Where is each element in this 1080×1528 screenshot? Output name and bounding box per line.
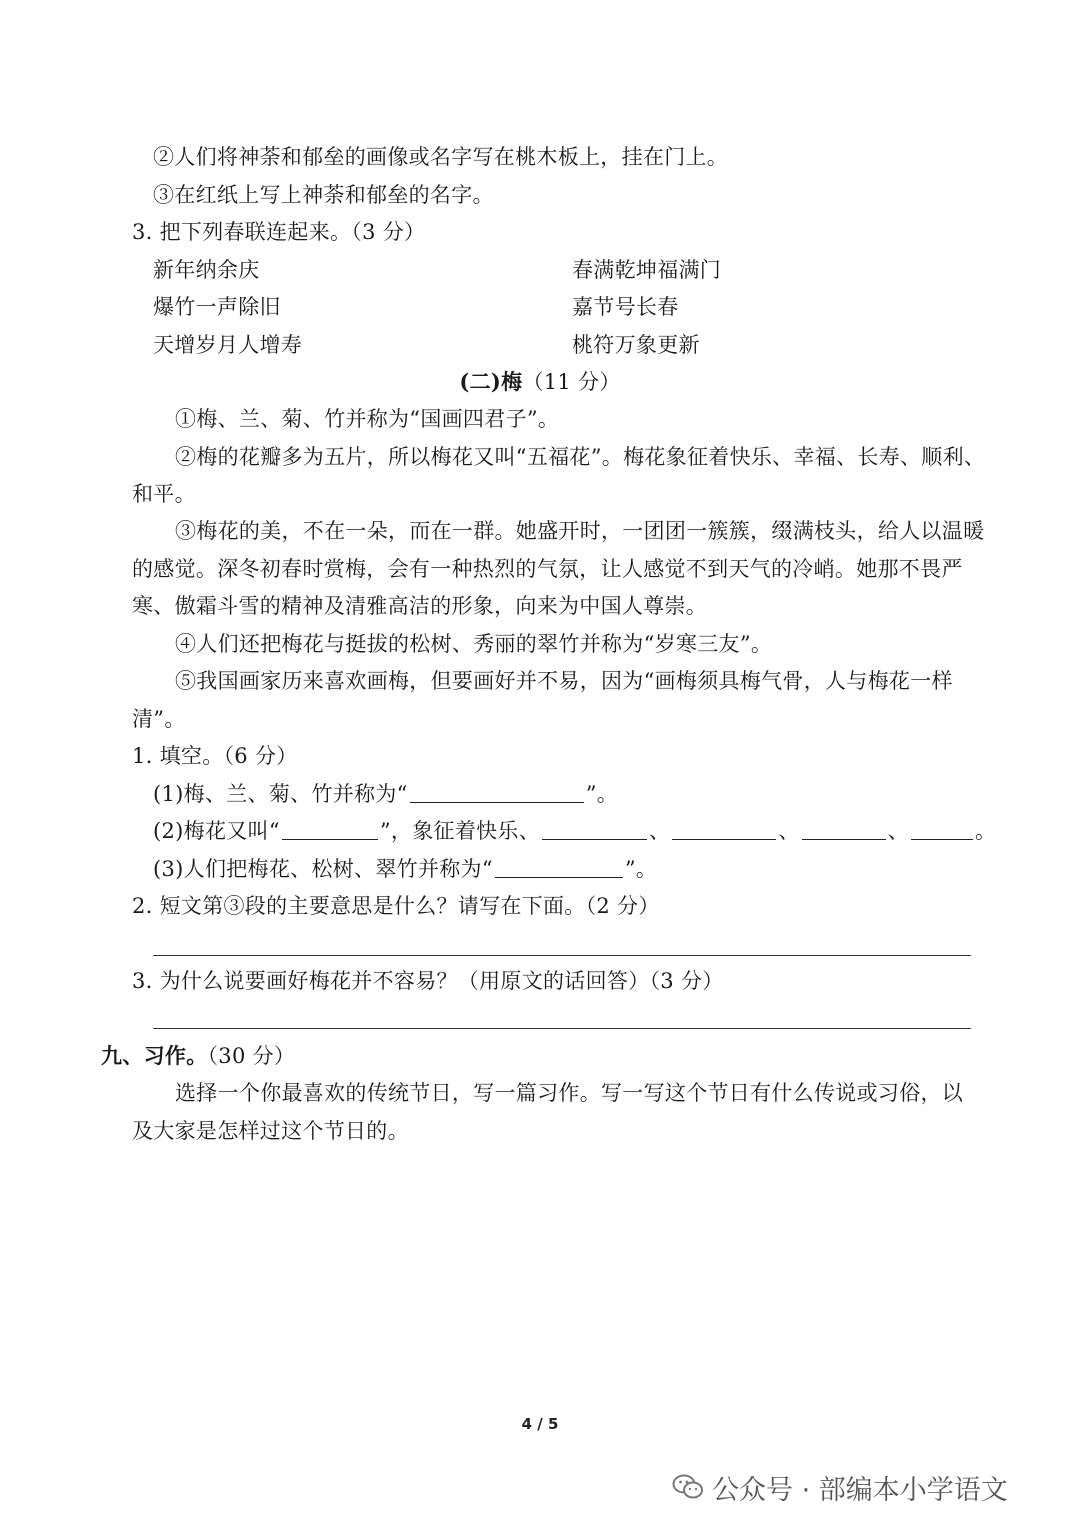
fill-item-2 bbox=[153, 817, 996, 845]
section-9-title: 九、习作。 bbox=[101, 1043, 208, 1068]
writing-prompt-line-1: 选择一个你最喜欢的传统节日，写一篇习作。写一写这个节日有什么传说或习俗，以 bbox=[175, 1081, 964, 1105]
passage-score: （11 分） bbox=[522, 370, 621, 394]
passage-title-text: (二)梅 bbox=[459, 369, 523, 394]
couplet-right-1: 春满乾坤福满门 bbox=[572, 258, 722, 282]
couplet-right-3: 桃符万象更新 bbox=[572, 333, 700, 357]
answer-line-q3[interactable] bbox=[153, 1028, 971, 1029]
passage-paragraph-3b: 的感觉。深冬初春时赏梅，会有一种热烈的气氛，让人感觉不到天气的冷峭。她那不畏严 bbox=[132, 557, 963, 581]
fill-item-1-text: (1)梅、兰、菊、竹并称为“ bbox=[153, 782, 408, 806]
fill-item-2-mid: ”，象征着快乐、 bbox=[379, 819, 541, 843]
section-9-score: （30 分） bbox=[207, 1044, 296, 1068]
separator-1: 、 bbox=[649, 819, 671, 843]
passage-paragraph-3a: ③梅花的美，不在一朵，而在一群。她盛开时，一团团一簇簇，缀满枝头，给人以温暖 bbox=[175, 519, 985, 543]
fill-item-2-text: (2)梅花又叫“ bbox=[153, 819, 280, 843]
fill-item-1-end: ”。 bbox=[585, 782, 619, 806]
answer-blank-4[interactable] bbox=[672, 819, 776, 840]
answer-blank-1[interactable] bbox=[410, 782, 584, 803]
answer-blank-2[interactable] bbox=[282, 819, 378, 840]
passage-paragraph-3c: 寒、傲霜斗雪的精神及清雅高洁的形象，向来为中国人尊崇。 bbox=[132, 594, 708, 618]
option-2: ②人们将神荼和郁垒的画像或名字写在桃木板上，挂在门上。 bbox=[153, 145, 729, 169]
passage-paragraph-1: ①梅、兰、菊、竹并称为“国画四君子”。 bbox=[175, 407, 560, 431]
answer-line-q2[interactable] bbox=[153, 955, 971, 956]
fill-item-1 bbox=[153, 780, 618, 808]
fill-item-3-text: (3)人们把梅花、松树、翠竹并称为“ bbox=[153, 857, 493, 881]
passage-paragraph-5b: 清”。 bbox=[132, 707, 186, 731]
couplet-left-1: 新年纳余庆 bbox=[153, 258, 260, 282]
passage-paragraph-2a: ②梅的花瓣多为五片，所以梅花又叫“五福花”。梅花象征着快乐、幸福、长寿、顺利、 bbox=[175, 445, 986, 469]
passage-paragraph-5a: ⑤我国画家历来喜欢画梅，但要画好并不易，因为“画梅须具梅气骨，人与梅花一样 bbox=[175, 669, 953, 693]
separator-3: 、 bbox=[887, 819, 909, 843]
answer-blank-5[interactable] bbox=[802, 819, 886, 840]
passage-title bbox=[0, 368, 1080, 396]
option-3: ③在红纸上写上神荼和郁垒的名字。 bbox=[153, 183, 494, 207]
passage-paragraph-2b: 和平。 bbox=[132, 482, 196, 506]
question-2-summary: 2. 短文第③段的主要意思是什么？请写在下面。（2 分） bbox=[132, 894, 660, 918]
answer-blank-7[interactable] bbox=[495, 857, 623, 878]
separator-2: 、 bbox=[778, 819, 800, 843]
question-3-reason: 3. 为什么说要画好梅花并不容易？（用原文的话回答）（3 分） bbox=[132, 969, 724, 993]
fill-item-3 bbox=[153, 855, 657, 883]
fill-item-3-end: ”。 bbox=[624, 857, 658, 881]
writing-prompt-line-2: 及大家是怎样过这个节日的。 bbox=[132, 1119, 409, 1143]
fill-item-2-end: 。 bbox=[974, 819, 997, 843]
question-3-couplets: 3. 把下列春联连起来。（3 分） bbox=[132, 220, 426, 244]
wechat-icon bbox=[672, 1473, 704, 1501]
couplet-right-2: 嘉节号长春 bbox=[572, 295, 679, 319]
couplet-left-3: 天增岁月人增寿 bbox=[153, 333, 303, 357]
watermark-text: 公众号 · 部编本小学语文 bbox=[712, 1474, 1008, 1506]
section-9-heading bbox=[101, 1042, 295, 1070]
answer-blank-3[interactable] bbox=[542, 819, 647, 840]
page-number: 4 / 5 bbox=[521, 1415, 559, 1433]
question-1-fill: 1. 填空。（6 分） bbox=[132, 744, 298, 768]
answer-blank-6[interactable] bbox=[911, 819, 973, 840]
couplet-left-2: 爆竹一声除旧 bbox=[153, 295, 281, 319]
passage-paragraph-4: ④人们还把梅花与挺拔的松树、秀丽的翠竹并称为“岁寒三友”。 bbox=[175, 632, 773, 656]
watermark bbox=[672, 1467, 1008, 1507]
